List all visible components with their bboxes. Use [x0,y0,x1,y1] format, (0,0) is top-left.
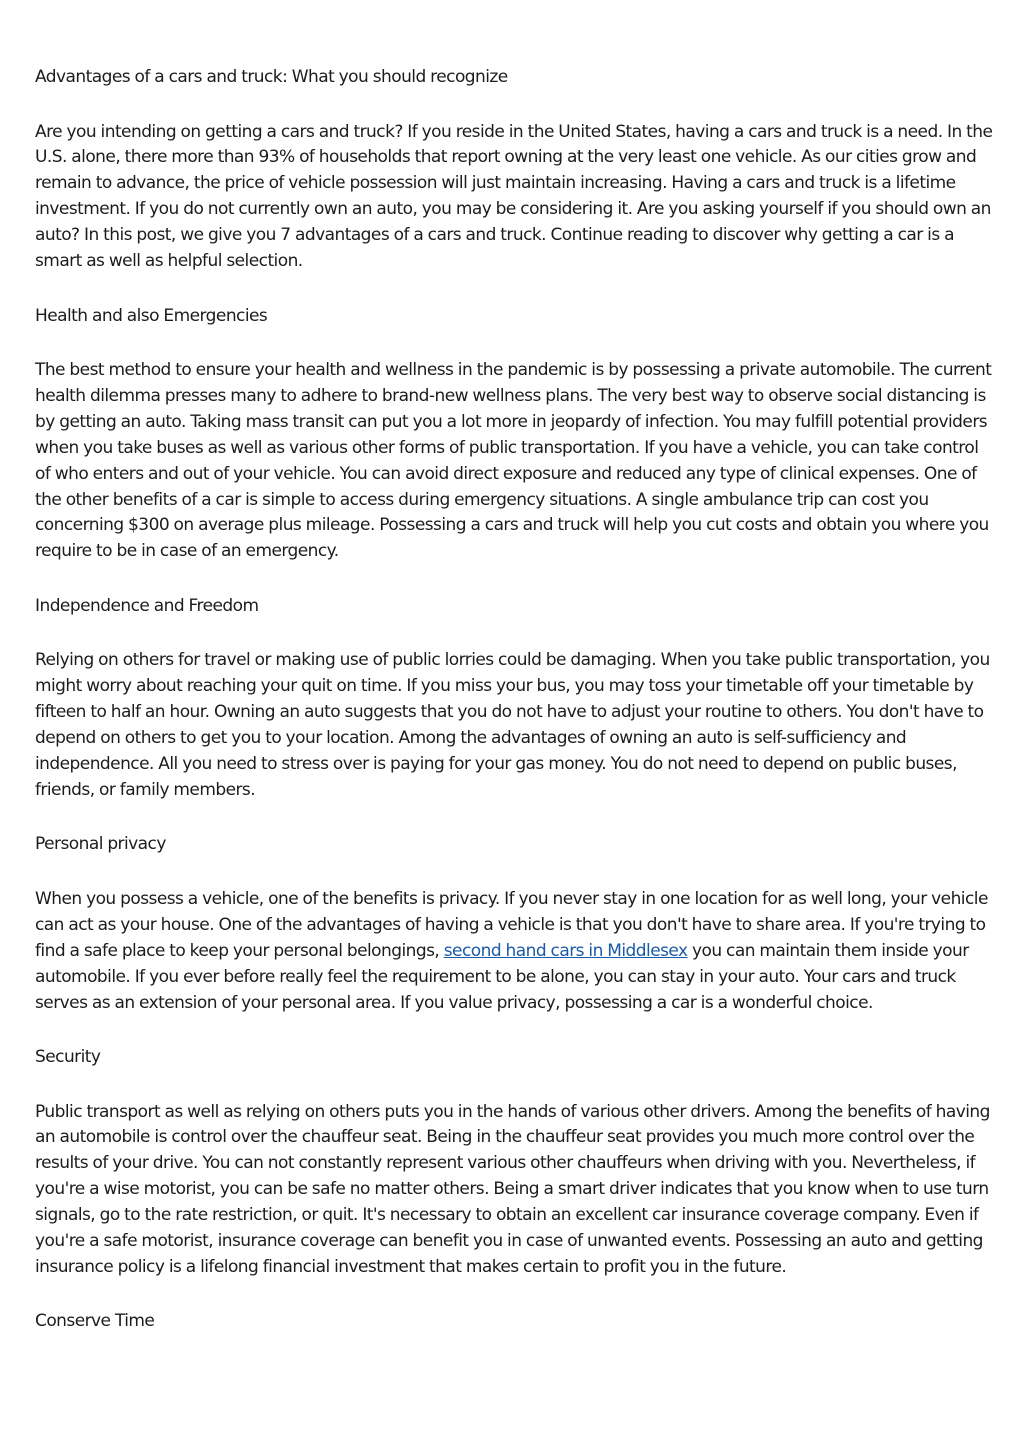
second-hand-cars-link[interactable]: second hand cars in Middlesex [443,940,688,961]
section-body-health: The best method to ensure your health and wellness in the pandemic is by possessing a private automobile. The current health dilemma presses many to adhere to brand-new wellness plans. The very best way to observe social distancing is by getting an auto. Taking mass transit can put you a lot more in jeopardy of infection. You may fulfill potential providers when you take buses as well as various other forms of public transportation. If you have a vehicle, you can take control of who enters and out of your vehicle. You can avoid direct exposure and reduced any type of clinical expenses. One of the other benefits of a car is simple to access during emergency situations. A single ambulance trip can cost you concerning $300 on average plus mileage. Possessing a cars and truck will help you cut costs and obtain you where you require to be in case of an emergency. [35,360,992,562]
section-heading-health: Health and also Emergencies [35,305,268,326]
section-body-independence: Relying on others for travel or making use of public lorries could be damaging. When you take public transportation, you might worry about reaching your quit on time. If you miss your bus, you may toss your timetable off your timetable by fifteen to half an hour. Owning an auto suggests that you do not have to adjust your routine to others. You don't have to depend on others to get you to your location. Among the advantages of owning an auto is self-sufficiency and independence. All you need to stress over is paying for your gas money. You do not need to depend on public buses, friends, or family members. [35,650,990,800]
privacy-text-before-link: When you possess a vehicle, one of the benefits is privacy. If you never stay in one location for as well long, your vehicle can act as your house. One of the advantages of having a vehicle is that you don't have to share area. If you're trying to find a safe place to keep your personal belongings, [35,888,988,961]
section-heading-privacy: Personal privacy [35,834,166,855]
section-heading-conserve-time: Conserve Time [35,1311,155,1332]
section-body-security: Public transport as well as relying on others puts you in the hands of various other drivers. Among the benefits of having an automobile is control over the chauffeur seat. Being in the chauffeur seat provides you much more control over the results of your drive. You can not constantly represent various other chauffeurs when driving with you. Nevertheless, if you're a wise motorist, you can be safe no matter others. Being a smart driver indicates that you know when to use turn signals, go to the rate restriction, or quit. It's necessary to obtain an excellent car insurance coverage company. Even if you're a safe motorist, insurance coverage can benefit you in case of unwanted events. Possessing an auto and getting insurance policy is a lifelong financial investment that makes certain to profit you in the future. [35,1101,990,1277]
document-title: Advantages of a cars and truck: What you should recognize [35,67,508,87]
intro-paragraph: Are you intending on getting a cars and truck? If you reside in the United States, having a cars and truck is a need. In the U.S. alone, there more than 93% of households that report owning at the very least one vehicle. As our cities grow and remain to advance, the price of vehicle possession will just maintain increasing. Having a cars and truck is a lifetime investment. If you do not currently own an auto, you may be considering it. Are you asking yourself if you should own an auto? In this post, we give you 7 advantages of a cars and truck. Continue reading to discover why getting a car is a smart as well as helpful selection. [35,121,993,272]
section-heading-independence: Independence and Freedom [35,595,259,616]
section-body-privacy [35,887,995,1017]
privacy-text-after-link: you can maintain them inside your automobile. If you ever before really feel the requirement to be alone, you can stay in your auto. Your cars and truck serves as an extension of your personal area. If you value privacy, possessing a car is a wonderful choice. [35,940,969,1013]
section-heading-security: Security [35,1047,101,1068]
document-page [35,65,995,1364]
